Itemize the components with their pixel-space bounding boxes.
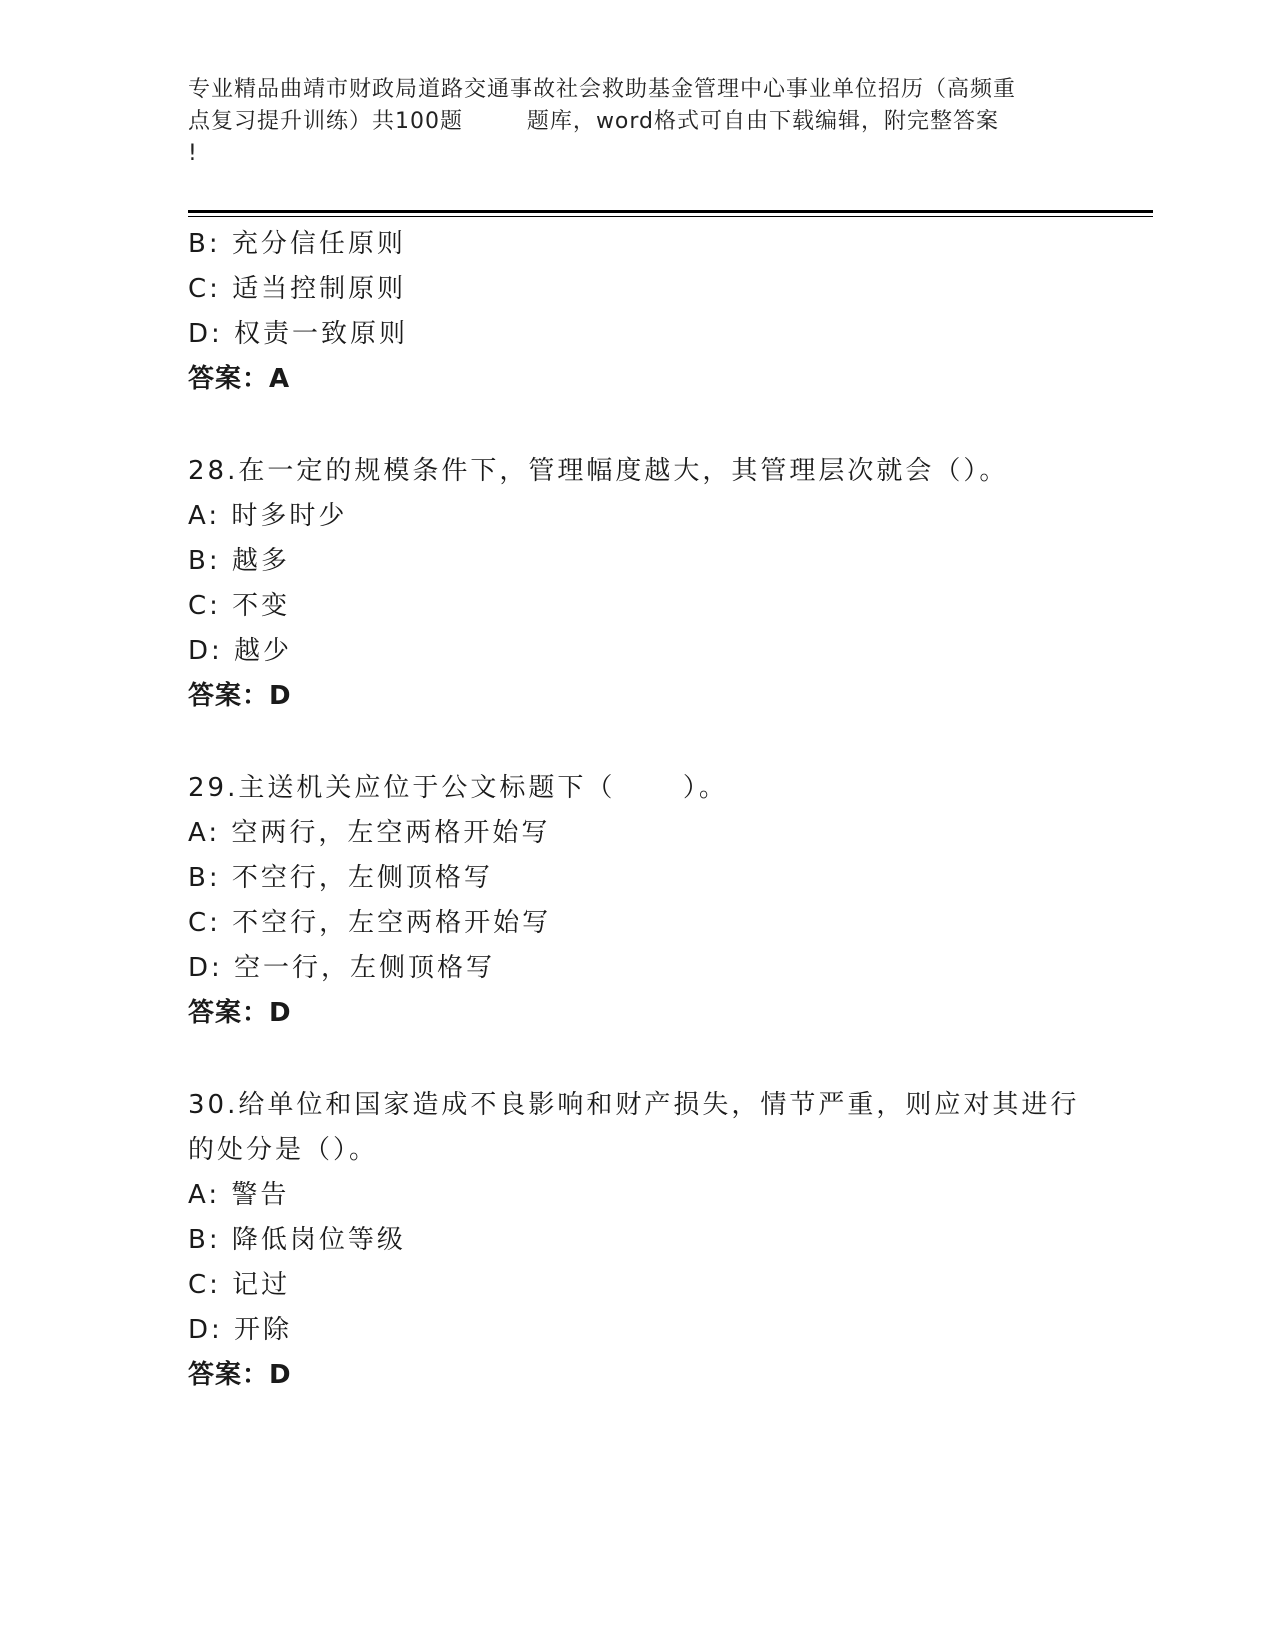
question-28 xyxy=(188,449,1148,719)
question-29 xyxy=(188,766,1148,1036)
header-divider-thick xyxy=(188,210,1153,213)
header-line-1: 专业精品曲靖市财政局道路交通事故社会救助基金管理中心事业单位招历（高频重 xyxy=(188,77,1017,102)
option-b: B: 不空行，左侧顶格写 xyxy=(188,863,493,893)
option-d: D: 开除 xyxy=(188,1315,293,1345)
answer-line: 答案：A xyxy=(188,364,291,394)
question-text: 28.在一定的规模条件下，管理幅度越大，其管理层次就会（）。 xyxy=(188,456,1009,486)
option-d: D: 空一行，左侧顶格写 xyxy=(188,953,496,983)
question-list xyxy=(188,222,1148,1398)
option-c: C: 不变 xyxy=(188,591,291,621)
header-divider-thin xyxy=(188,216,1153,217)
option-d: D: 权责一致原则 xyxy=(188,319,409,349)
option-d: D: 越少 xyxy=(188,636,293,666)
option-a: A: 时多时少 xyxy=(188,501,348,531)
question-30 xyxy=(188,1083,1148,1398)
spacer xyxy=(188,719,1148,766)
answer-line: 答案：D xyxy=(188,1360,292,1390)
header-line-3: ! xyxy=(188,141,198,166)
spacer xyxy=(188,402,1148,449)
option-b: B: 越多 xyxy=(188,546,290,576)
header-line-2: 点复习提升训练）共100题 题库，word格式可自由下载编辑，附完整答案 xyxy=(188,109,1000,134)
question-27 xyxy=(188,222,1148,402)
option-a: A: 警告 xyxy=(188,1180,290,1210)
option-a: A: 空两行，左空两格开始写 xyxy=(188,818,551,848)
option-b: B: 充分信任原则 xyxy=(188,229,406,259)
option-b: B: 降低岗位等级 xyxy=(188,1225,406,1255)
option-c: C: 适当控制原则 xyxy=(188,274,407,304)
answer-line: 答案：D xyxy=(188,681,292,711)
option-c: C: 不空行，左空两格开始写 xyxy=(188,908,552,938)
spacer xyxy=(188,1036,1148,1083)
question-text: 29.主送机关应位于公文标题下（ ）。 xyxy=(188,773,728,803)
document-header xyxy=(188,74,1088,170)
question-text-line-1: 30.给单位和国家造成不良影响和财产损失，情节严重，则应对其进行 xyxy=(188,1090,1080,1120)
question-text-line-2: 的处分是（）。 xyxy=(188,1135,379,1165)
option-c: C: 记过 xyxy=(188,1270,291,1300)
answer-line: 答案：D xyxy=(188,998,292,1028)
